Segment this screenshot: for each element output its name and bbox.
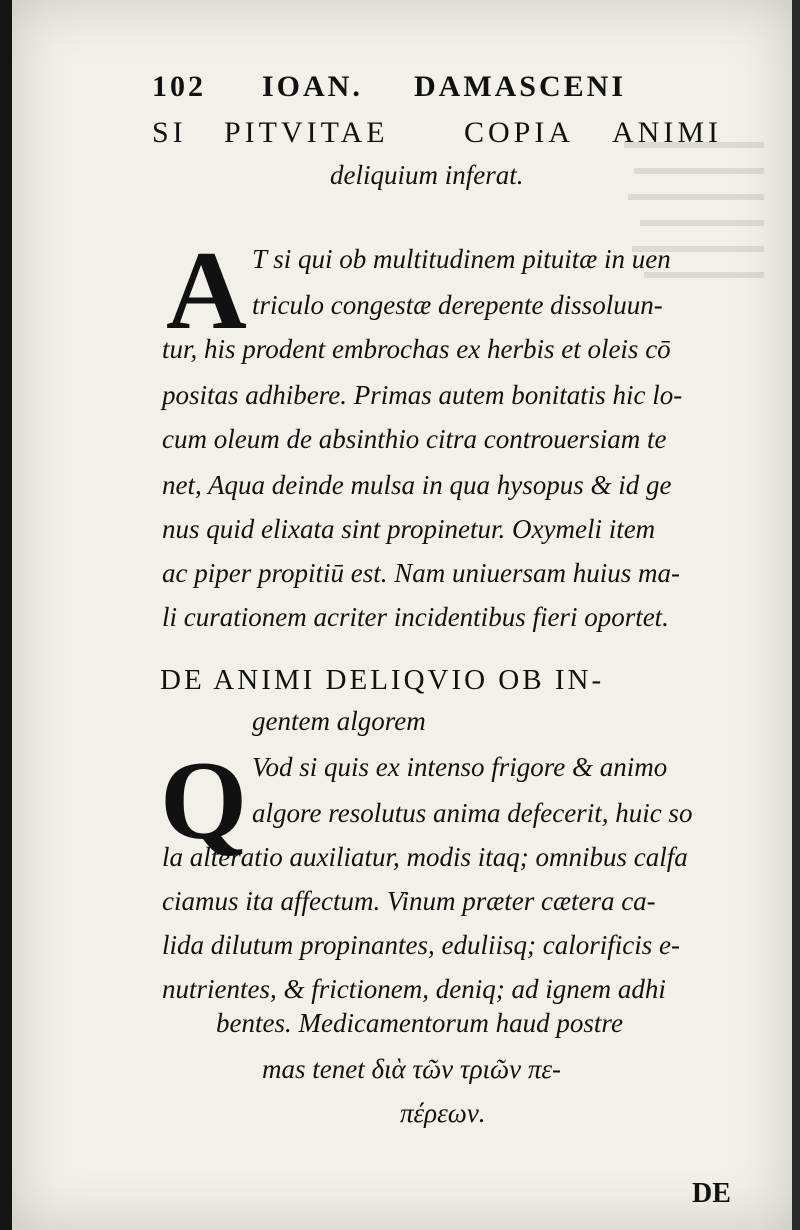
text-line: positas adhibere. Primas autem bonitatis hic lo- bbox=[162, 380, 683, 410]
text-line: T si qui ob multitudinem pituitæ in uen bbox=[252, 244, 671, 274]
title-word: ANIMI bbox=[612, 116, 722, 149]
text-line: cum oleum de absinthio citra controuersiam te bbox=[162, 424, 667, 454]
text-line: ciamus ita affectum. Vinum præter cætera ca- bbox=[162, 886, 656, 916]
title-word: SI bbox=[152, 116, 187, 149]
text-line: bentes. Medicamentorum haud postre bbox=[216, 1008, 623, 1038]
text-line: nus quid elixata sint propinetur. Oxymeli item bbox=[162, 514, 656, 544]
text-line: nutrientes, & frictionem, deniq; ad ignem adhi bbox=[162, 974, 666, 1004]
text-line: net, Aqua deinde mulsa in qua hysopus & id ge bbox=[162, 470, 672, 500]
running-header bbox=[152, 70, 712, 106]
text-line: ac piper propitiū est. Nam uniuersam huius ma- bbox=[162, 558, 680, 588]
drop-cap-a: A bbox=[166, 229, 247, 353]
chapter-title-1-line2: deliquium inferat. bbox=[330, 160, 524, 190]
book-gutter bbox=[0, 0, 12, 1230]
text-line: Vod si quis ex intenso frigore & animo bbox=[252, 752, 668, 782]
text-line: πέρεων. bbox=[400, 1098, 486, 1128]
text-line: tur, his prodent embrochas ex herbis et oleis cō bbox=[162, 334, 671, 364]
chapter-title-2: DE ANIMI DELIQVIO OB IN- bbox=[160, 664, 605, 696]
text-line: lida dilutum propinantes, eduliisq; calorificis e- bbox=[162, 930, 680, 960]
running-title-name: DAMASCENI bbox=[414, 70, 627, 103]
text-line: li curationem acriter incidentibus fieri oportet. bbox=[162, 602, 669, 632]
title-word: PITVITAE bbox=[224, 116, 389, 149]
page-number: 102 bbox=[152, 70, 206, 103]
text-line: algore resolutus anima defecerit, huic so bbox=[252, 798, 693, 828]
text-line: mas tenet διὰ τῶν τριῶν πε- bbox=[262, 1054, 561, 1084]
catchword: DE bbox=[692, 1178, 731, 1209]
text-line: la alteratio auxiliatur, modis itaq; omnibus calfa bbox=[162, 842, 688, 872]
page-edge bbox=[792, 0, 800, 1230]
title-word: COPIA bbox=[464, 116, 575, 149]
drop-cap-q: Q bbox=[160, 739, 248, 863]
chapter-title-1 bbox=[152, 116, 732, 156]
text-line: triculo congestæ derepente dissoluun- bbox=[252, 290, 663, 320]
chapter-title-2-line2: gentem algorem bbox=[252, 706, 426, 736]
running-title-author: IOAN. bbox=[262, 70, 363, 103]
